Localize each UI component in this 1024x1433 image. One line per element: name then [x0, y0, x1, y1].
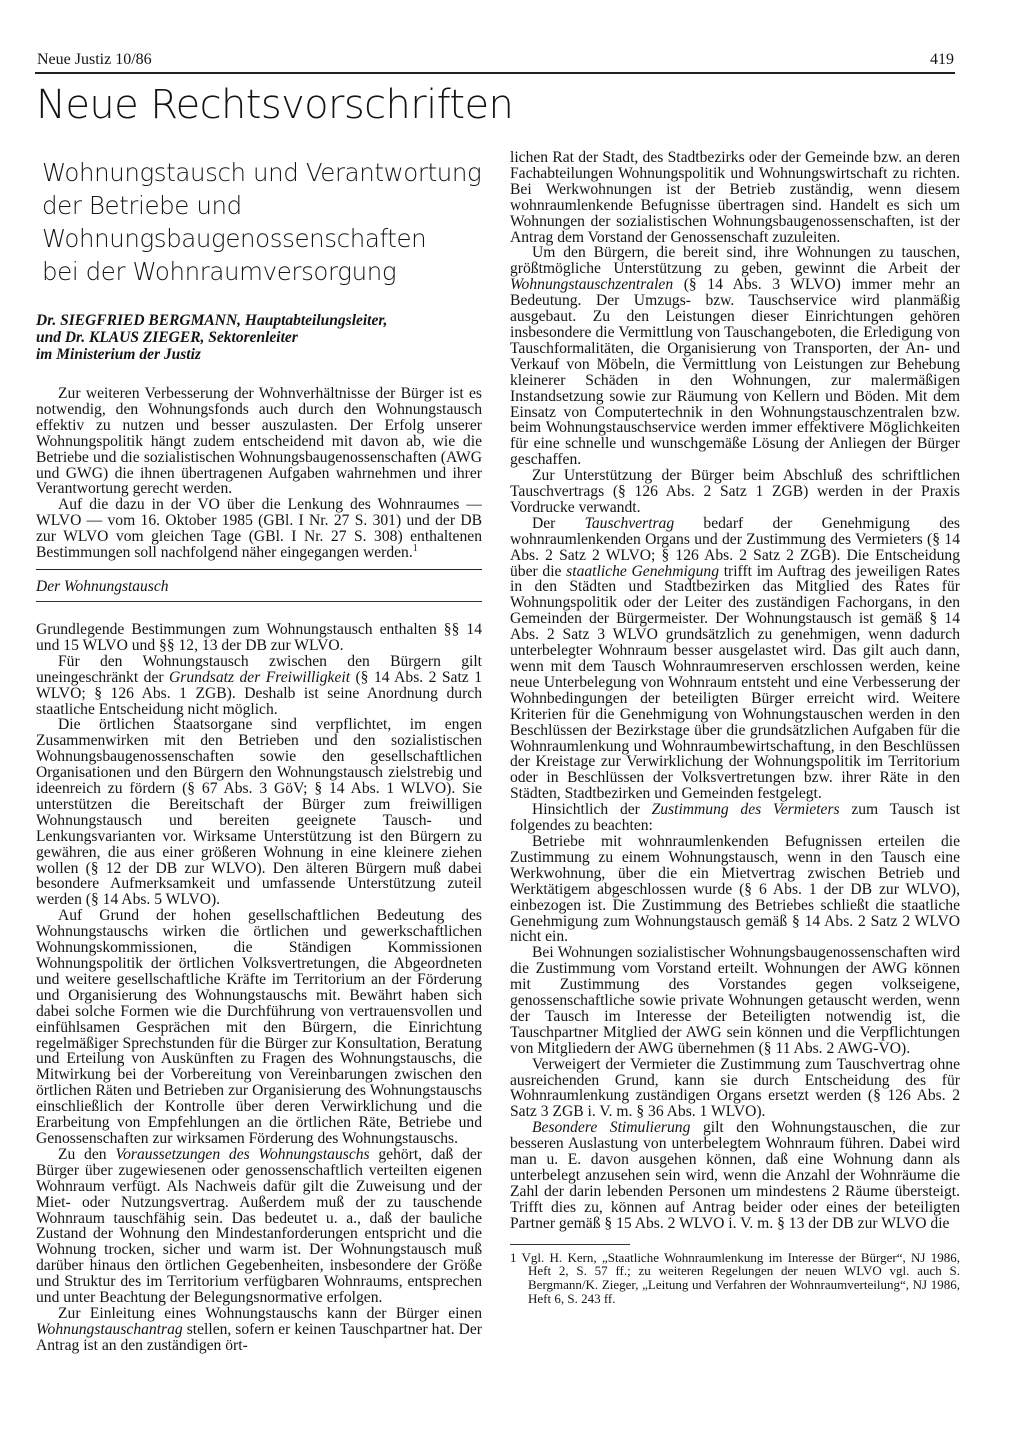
author-line: Dr. SIEGFRIED BERGMANN, Hauptabteilungsleiter, [36, 312, 388, 329]
section-body [36, 622, 482, 1354]
paragraph: Grundlegende Bestimmungen zum Wohnungstausch enthalten §§ 14 und 15 WLVO und §§ 12, 13 der DB zur WLVO. [36, 620, 482, 654]
footnote-rule [510, 1244, 630, 1245]
paragraph: Zu den Voraussetzungen des Wohnungstauschs gehört, daß der Bürger über zugewiesenen oder genossenschaftlich verteilten eigenen Wohnraum verfügt. Als Nachweis dafür gilt die Zuweisung und der Miet- oder Nutzungsvertrag. Außerdem muß der zu tauschende Wohnraum tauschfähig sein. Das bedeutet u. a., daß der bauliche Zustand der Wohnung den Mindestanforderungen entspricht und die Wohnung trocken, sicher und warm ist. Der Wohnungstausch muß darüber hinaus den örtlichen Gegebenheiten, insbesondere der Größe und Struktur des im Territorium verfügbaren Wohnraums, entsprechen und unter Beachtung der Belegungsnormative erfolgen. [36, 1145, 482, 1307]
paragraph: Zur Einleitung eines Wohnungstauschs kann der Bürger einen Wohnungstauschantrag stellen, sofern er keinen Tauschpartner hat. Der Antrag ist an den zuständigen ört- [36, 1304, 482, 1354]
article-title-line: bei der Wohnraumversorgung [42, 257, 397, 286]
paragraph: Verweigert der Vermieter die Zustimmung zum Tauschvertrag ohne ausreichenden Grund, kann sie durch Entscheidung des für Wohnraumlenkung zuständigen Organs ersetzt werden (§ 126 Abs. 2 Satz 3 ZGB i. V. m. § 36 Abs. 1 WLVO). [510, 1055, 960, 1121]
paragraph: Die örtlichen Staatsorgane sind verpflichtet, im engen Zusammenwirken mit den Betrieben und den sozialistischen Wohnungsbaugenossenschaften sowie den gesellschaftlichen Organisationen und den Bürgern den Wohnungstausch zielstrebig und ideenreich zu fördern (§ 67 Abs. 3 GöV; § 14 Abs. 1 WLVO). Sie unterstützen die Bereitschaft der Bürger zum freiwilligen Wohnungstausch und bereiten geeignete Tausch- und Lenkungsvarianten vor. Wirksame Unterstützung ist den Bürgern zu gewähren, die aus einer größeren Wohnung in eine kleinere ziehen wollen (§ 12 der DB zur WLVO). Den älteren Bürgern muß dabei besondere Aufmerksamkeit und umfassende Unterstützung zuteil werden (§ 14 Abs. 5 WLVO). [36, 716, 482, 909]
author-line: im Ministerium der Justiz [36, 346, 201, 363]
header-rule [35, 72, 955, 74]
subheading: Der Wohnungstausch [36, 577, 169, 595]
paragraph: Bei Wohnungen sozialistischer Wohnungsbaugenossenschaften wird die Zustimmung vom Vorstand erteilt. Wohnungen der AWG können mit Zustimmung des Vorstandes gegen volkseigene, genossenschaftliche sowie private Wohnungen getauscht werden, wenn der Tausch im Interesse der Beteiligten notwendig ist, die Tauschpartner Mitglied der AWG sein können und die Verpflichtungen von Mitgliedern der AWG übernehmen (§ 11 Abs. 2 AWG-VO). [510, 944, 960, 1057]
author-byline [36, 312, 482, 363]
paragraph: Auf Grund der hohen gesellschaftlichen Bedeutung des Wohnungstauschs wirken die örtlichen und gewerkschaftlichen Wohnungskommissionen, die Ständigen Kommissionen Wohnungspolitik der örtlichen Volksvertretungen, die Abgeordneten und weitere gesellschaftliche Kräfte im Territorium an der Förderung und Organisierung des Wohnungstauschs mit. Bewährt haben sich dabei solche Formen wie die Durchführung von vertrauensvollen und einfühlsamen Gesprächen mit den Bürgern, die Einrichtung regelmäßiger Sprechstunden für die Bürger zur Konsultation, Beratung und Erteilung von Auskünften zu Fragen des Wohnungstauschs, die Mitwirkung bei der Vorbereitung von Vereinbarungen zwischen den örtlichen Räten und Betrieben zur Organisierung des Wohnungstauschs einschließlich der Kontrolle über deren Verwirklichung und die Erarbeitung von Empfehlungen an die örtlichen Räte, Betriebe und Genossenschaften zur wirksamen Förderung des Wohnungstauschs. [36, 907, 482, 1147]
lede [36, 386, 482, 561]
footnote-reference: 1 [412, 542, 418, 554]
footnote: 1 Vgl. H. Kern, „Staatliche Wohnraumlenkung im Interesse der Bürger“, NJ 1986, Heft 2, S. 57 ff.; zu weiteren Regelungen der neuen WLVO vgl. auch S. Bergmann/K. Zieger, „Leitung und Verfahren der Wohnraumverteilung“, NJ 1986, Heft 6, S. 243 ff. [510, 1249, 960, 1307]
paragraph: Zur Unterstützung der Bürger beim Abschluß des schriftlichen Tauschvertrags (§ 126 Abs. 2 Satz 1 ZGB) werden in der Praxis Vordrucke verwandt. [510, 467, 960, 516]
paragraph: Besondere Stimulierung gilt den Wohnungstauschen, die zur besseren Auslastung von unterbelegtem Wohnraum führen. Dabei wird man u. E. davon ausgehen können, daß eine Wohnung dann als unterbelegt anzusehen sein wird, wenn die Anzahl der Wohnräume die Zahl der darin lebenden Personen um mindestens 2 Räume übersteigt. Trifft dies zu, können auf Antrag beider oder eines der beteiligten Partner gemäß § 15 Abs. 2 WLVO i. V. m. § 13 der DB zur WLVO die [510, 1119, 960, 1232]
lede-paragraph: Auf die dazu in der VO über die Lenkung des Wohnraumes — WLVO — vom 16. Oktober 1985 (GBl. I Nr. 27 S. 301) und der DB zur WLVO vom gleichen Tage (GBl. I Nr. 27 S. 308) enthaltenen Bestimmungen soll nachfolgend näher eingegangen werden.$^1$ [36, 496, 482, 562]
author-line: und Dr. KLAUS ZIEGER, Sektorenleiter [36, 329, 298, 346]
paragraph: Für den Wohnungstausch zwischen den Bürgern gilt uneingeschränkt der Grundsatz der Freiwilligkeit (§ 14 Abs. 2 Satz 1 WLVO; § 126 Abs. 1 ZGB). Deshalb ist seine Anordnung durch staatliche Entscheidung nicht möglich. [36, 652, 482, 718]
divider [36, 569, 482, 570]
lede-paragraph: Zur weiteren Verbesserung der Wohnverhältnisse der Bürger ist es notwendig, den Wohnungsfonds auch durch den Wohnungstausch effektiv zu nutzen und besser auszulasten. Der Erfolg unserer Wohnungspolitik hängt zudem entscheidend mit davon ab, wie die Betriebe und die sozialistischen Wohnungsbaugenossenschaften (AWG und GWG) die ihnen übertragenen Aufgaben wahrnehmen und ihrer Verantwortung gerecht werden. [36, 385, 482, 498]
paragraph: Betriebe mit wohnraumlenkenden Befugnissen erteilen die Zustimmung zu einem Wohnungstausch, wenn in den Tausch eine Werkwohnung, über die ein Mietvertrag zwischen Betrieb und Werktätigem abgeschlossen wurde (§ 6 Abs. 1 der DB zur WLVO), einbezogen ist. Die Zustimmung des Betriebes schließt die staatliche Genehmigung zum Wohnungstausch gemäß § 14 Abs. 2 Satz 2 WLVO nicht ein. [510, 832, 960, 946]
paragraph: Der Tauschvertrag bedarf der Genehmigung des wohnraumlenkenden Organs und der Zustimmung des Vermieters (§ 14 Abs. 2 Satz 2 WLVO; § 126 Abs. 2 Satz 2 ZGB). Die Entscheidung über die staatliche Genehmigung trifft im Auftrag des jeweiligen Rates in den Städten und Stadtbezirken das Mitglied des Rates für Wohnungspolitik oder der Leiter des zuständigen Fachorgans, in den Gemeinden der Bürgermeister. Der Wohnungstausch ist gemäß § 14 Abs. 2 Satz 3 WLVO grundsätzlich zu genehmigen, wenn dadurch unterbelegter Wohnraum besser ausgelastet wird. Das gilt auch dann, wenn mit dem Tausch Wohnraumreserven erschlossen werden, keine neue Unterbelegung von Wohnraum entsteht und eine Verbesserung der Wohnbedingungen der beteiligten Bürger erreicht wird. Weitere Kriterien für die Genehmigung von Wohnungstauschen werden in den Beschlüssen der Bezirkstage über die grundsätzlichen Aufgaben für die Wohnraumlenkung und Wohnraumbewirtschaftung, in den Beschlüssen der Kreistage zur Verwirklichung der Wohnungspolitik im Territorium oder in Beschlüssen der Volksvertretungen bzw. ihrer Räte in den Städten, Stadtbezirken und Gemeinden festgelegt. [510, 514, 960, 803]
article-title-line: Wohnungsbaugenossenschaften [42, 224, 427, 253]
journal-issue: Neue Justiz 10/86 [37, 51, 152, 68]
page-number: 419 [930, 51, 954, 68]
paragraph: Um den Bürgern, die bereit sind, ihre Wohnungen zu tauschen, größtmögliche Unterstützung zu geben, gewinnt die Arbeit der Wohnungstauschzentralen (§ 14 Abs. 3 WLVO) immer mehr an Bedeutung. Der Umzugs- bzw. Tauschservice wird planmäßig ausgebaut. Zu den Leistungen dieser Einrichtungen gehören insbesondere die Vermittlung von Tauschangeboten, die Erledigung von Tauschformalitäten, die Organisierung von Transporten, der An- und Verkauf von Möbeln, die Vermittlung von Leistungen zur Behebung kleinerer Schäden in den Wohnungen, zur malermäßigen Instandsetzung sowie zur Räumung von Kellern und Böden. Mit dem Einsatz von Computertechnik in den Wohnungstauschzentralen bzw. beim Wohnungstauschservice werden immer effektivere Möglichkeiten für eine schnelle und wunschgemäße Lösung der Anliegen der Bürger geschaffen. [510, 244, 960, 469]
section-title: Neue Rechtsvorschriften [36, 82, 514, 128]
article-title [42, 150, 482, 288]
article-title-line: der Betriebe und [42, 191, 242, 220]
paragraph: Hinsichtlich der Zustimmung des Vermieters zum Tausch ist folgendes zu beachten: [510, 801, 960, 835]
divider [36, 601, 482, 602]
right-column [510, 150, 960, 1385]
article-title-line: Wohnungstausch und Verantwortung [42, 158, 482, 187]
left-column [36, 150, 482, 1385]
paragraph: lichen Rat der Stadt, des Stadtbezirks oder der Gemeinde bzw. an deren Fachabteilungen Wohnungspolitik und Wohnungswirtschaft zu richten. Bei Werkwohnungen ist der Betrieb zuständig, wenn diesem wohnraumlenkende Befugnisse übertragen sind. Handelt es sich um Wohnungen der sozialistischen Wohnungsbaugenossenschaften, ist der Antrag dem Vorstand der Genossenschaft zuzuleiten. [510, 150, 960, 246]
running-head [37, 50, 954, 72]
